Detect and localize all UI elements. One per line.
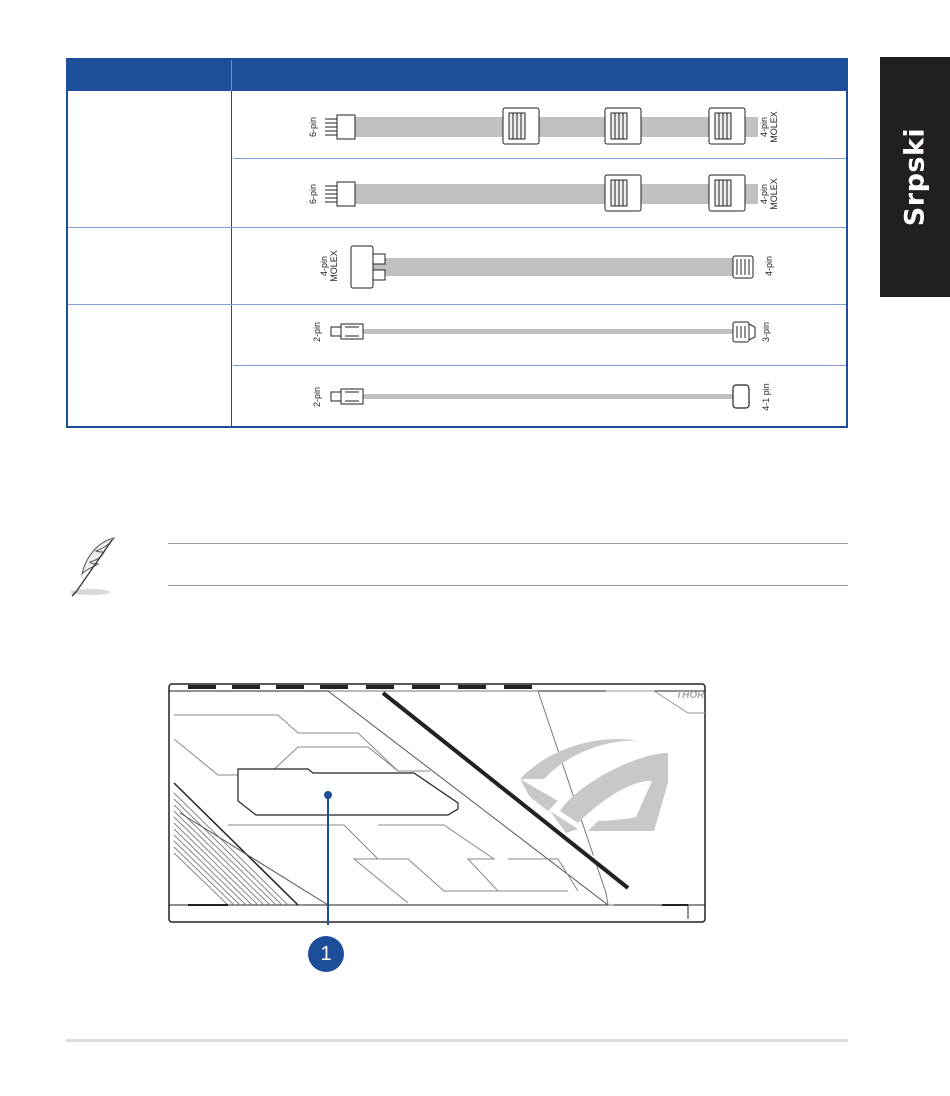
three-pin-connector bbox=[733, 322, 755, 342]
psu-side-panel-illustration bbox=[168, 683, 708, 925]
four-pin-connector bbox=[733, 256, 753, 278]
right-pin-label: 4-pin MOLEX bbox=[759, 178, 779, 210]
callout-badge-1: 1 bbox=[308, 936, 344, 972]
note-bottom-rule bbox=[168, 585, 848, 586]
left-pin-label: 4-pin MOLEX bbox=[319, 250, 339, 282]
two-pin-connector bbox=[331, 324, 363, 339]
left-pin-label: 6-pin bbox=[308, 183, 318, 205]
right-pin-label: 4-pin bbox=[764, 255, 774, 277]
cable-2pin-3pin-drawing bbox=[233, 305, 846, 365]
molex-connector bbox=[605, 108, 641, 144]
column-divider bbox=[231, 91, 232, 428]
language-side-tab bbox=[880, 57, 950, 297]
cable-row-4 bbox=[233, 305, 846, 365]
header-divider bbox=[231, 60, 232, 91]
cable-6pin-molex-3-drawing bbox=[233, 93, 846, 158]
right-pin-label: 4-pin MOLEX bbox=[759, 111, 779, 143]
six-pin-connector bbox=[325, 115, 355, 139]
cable-6pin-molex-2-drawing bbox=[233, 159, 846, 227]
feather-quill-icon bbox=[68, 534, 118, 598]
two-pin-connector bbox=[331, 389, 363, 404]
cable-2pin-4-1pin-drawing bbox=[233, 366, 846, 428]
note-top-rule bbox=[168, 543, 848, 544]
language-label: Srpski bbox=[899, 127, 931, 227]
left-pin-label: 2-pin bbox=[312, 386, 322, 408]
four-one-pin-connector bbox=[733, 385, 749, 408]
table-header bbox=[68, 60, 846, 91]
footer-rule bbox=[66, 1039, 848, 1042]
cable-row-5 bbox=[233, 366, 846, 428]
cable-row-2 bbox=[233, 159, 846, 227]
molex-connector bbox=[503, 108, 539, 144]
molex-connector bbox=[709, 175, 745, 211]
cable-row-3 bbox=[233, 228, 846, 304]
left-pin-label: 2-pin bbox=[312, 321, 322, 343]
six-pin-connector bbox=[325, 182, 355, 206]
right-pin-label: 3-pin bbox=[761, 321, 771, 343]
molex-connector bbox=[605, 175, 641, 211]
cable-row-1 bbox=[233, 93, 846, 158]
right-pin-label: 4-1 pin bbox=[761, 383, 771, 411]
left-pin-label: 6-pin bbox=[308, 116, 318, 138]
cable-table bbox=[66, 58, 848, 428]
brand-mark: THOR bbox=[676, 690, 705, 701]
molex-connector bbox=[709, 108, 745, 144]
